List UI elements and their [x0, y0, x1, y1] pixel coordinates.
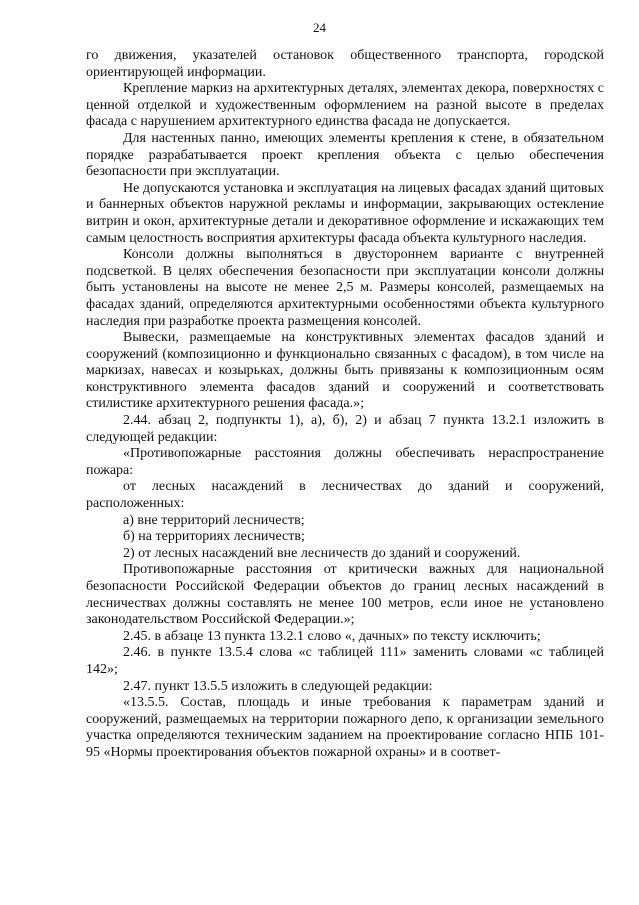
- list-item-b: б) на территориях лесничеств;: [123, 529, 305, 545]
- paragraph-continuation: го движения, указателей остановок общественного транспорта, городской ориентирующей информации.: [86, 48, 604, 80]
- paragraph-banner-restrictions: Не допускаются установка и эксплуатация на лицевых фасадах зданий щитовых и баннерных объектов наружной рекламы и информации, закрывающих остекление витрин и окон, архитектурные детали и декоративное оформление и искажающих тем самым целостность восприятия архитектуры фасада объекта культурного наследия.: [86, 180, 604, 246]
- paragraph-fire-distances: «Противопожарные расстояния должны обеспечивать нераспространение пожара:: [86, 446, 604, 478]
- paragraph-2-46: 2.46. в пункте 13.5.4 слова «с таблицей 111» заменить словами «с таблицей 142»;: [86, 645, 604, 677]
- list-item-2: 2) от лесных насаждений вне лесничеств до зданий и сооружений.: [123, 545, 521, 561]
- document-body: [86, 48, 604, 762]
- paragraph-from-forests: от лесных насаждений в лесничествах до зданий и сооружений, расположенных:: [86, 479, 604, 512]
- page-number: 24: [313, 20, 326, 35]
- paragraph-awning-mounting: Крепление маркиз на архитектурных деталях, элементах декора, поверхностях с ценной отделкой и художественным оформлением на разной высоте в пределах фасада с нарушением архитектурного единства фасада не допускается.: [86, 81, 604, 130]
- list-item-a: а) вне территорий лесничеств;: [123, 512, 305, 528]
- paragraph-critical-objects: Противопожарные расстояния от критически важных для национальной безопасности Российской Федерации объектов до границ лесных насаждений в лесничествах должны составлять не менее 100 метров, если иное не установлено законодательством Российской Федерации.»;: [86, 562, 604, 628]
- paragraph-2-45: 2.45. в абзаце 13 пункта 13.2.1 слово «, дачных» по тексту исключить;: [123, 628, 541, 644]
- paragraph-consoles: Консоли должны выполняться в двустороннем варианте с внутренней подсветкой. В целях обеспечения безопасности при эксплуатации консоли должны быть установлены на высоте не менее 2,5 м. Размеры консолей, размещаемых на фасадах зданий, определяются архитектурными особенностями объекта культурного наследия при разработке проекта размещения консолей.: [86, 247, 604, 329]
- paragraph-signboards: Вывески, размещаемые на конструктивных элементах фасадов зданий и сооружений (композиционно и функционально связанных с фасадом), в том числе на маркизах, навесах и козырьках, должны быть привязаны к композиционным осям конструктивного элемента фасадов зданий и сооружений и соответствовать стилистике архитектурного решения фасада.»;: [86, 330, 604, 412]
- paragraph-wall-panels: Для настенных панно, имеющих элементы крепления к стене, в обязательном порядке разрабатывается проект крепления объекта с целью обеспечения безопасности при эксплуатации.: [86, 130, 604, 180]
- paragraph-13-5-5: «13.5.5. Состав, площадь и иные требования к параметрам зданий и сооружений, размещаемых на территории пожарного депо, к организации земельного участка определяются техническим заданием на проектирование согласно НПБ 101-95 «Нормы проектирования объектов пожарной охраны» и в соответ-: [86, 695, 604, 760]
- paragraph-2-47: 2.47. пункт 13.5.5 изложить в следующей редакции:: [123, 678, 433, 694]
- paragraph-2-44: 2.44. абзац 2, подпункты 1), а), б), 2) и абзац 7 пункта 13.2.1 изложить в следующей редакции:: [86, 413, 604, 445]
